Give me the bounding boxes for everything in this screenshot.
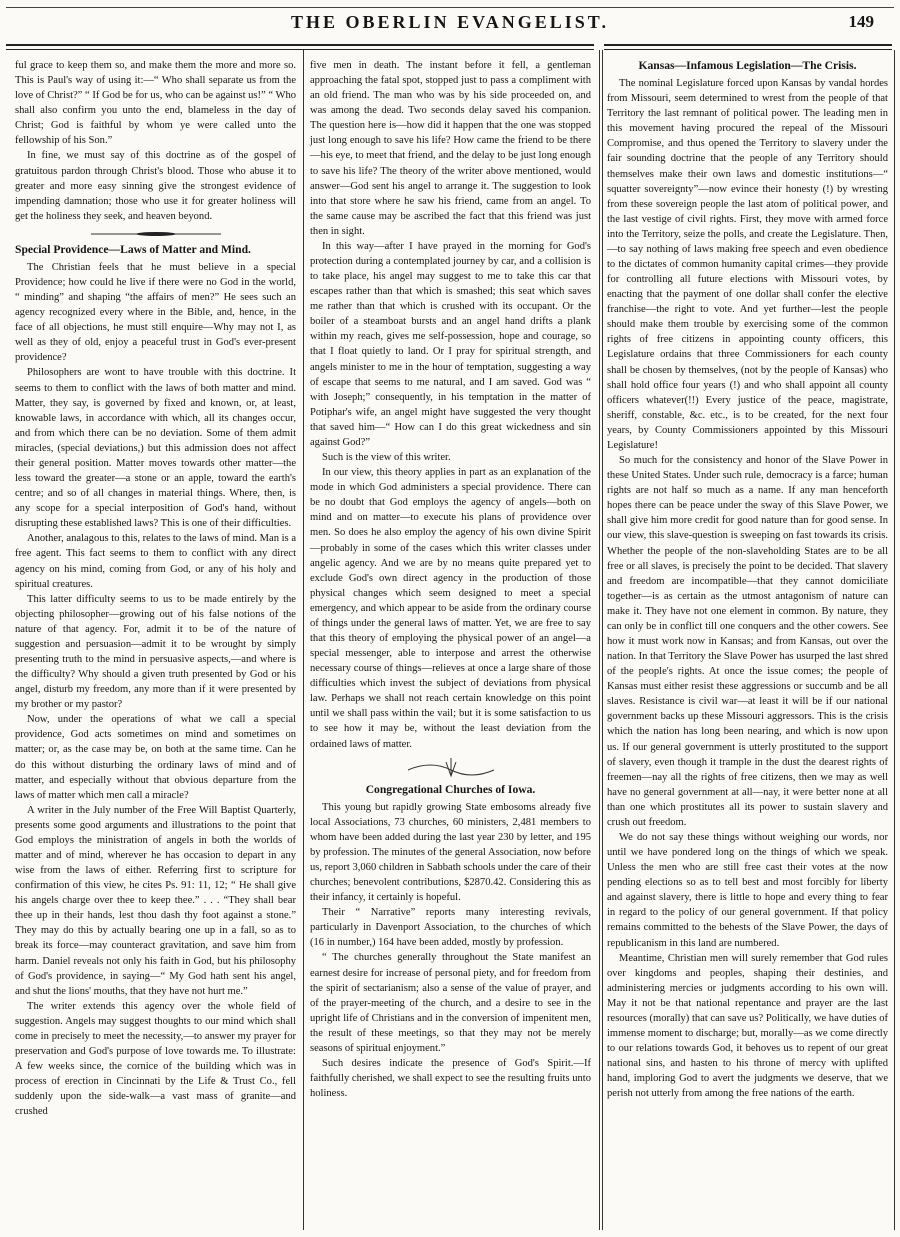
left-paragraph-7: Now, under the operations of what we call a special providence, God acts sometimes on mind and sometimes on matter; or, as the case may be, on both at the same time. Can he do this without disturbing the ordinary laws of mind and of matter, and especially without that obvious departure from the laws of matter which men call a miracle? (15, 714, 296, 801)
middle-paragraph-5: This young but rapidly growing State embosoms already five local Associations, 73 churches, 60 ministers, 2,481 members to whom have been added during the last year 230 by letter, and 195 by profession. The minutes of the general Association, now before us, report 3,060 children in Sabbath schools under the care of their churches; benevolent contributions, $2870.42. Considering this as their infancy, it certainly is hopeful. (310, 801, 591, 904)
header-rule-left (6, 44, 594, 50)
middle-paragraph-3: Such is the view of this writer. (322, 452, 451, 464)
flourish-ornament (406, 756, 496, 778)
column-divider-2b (602, 50, 603, 1230)
left-paragraph-9: The writer extends this agency over the whole field of suggestion. Angels may suggest thoughts to our mind which shall come in precisely to meet the necessity,—to answer my prayer for preservation and God's purpose of love towards me. To illustrate: A few weeks since, the cornice of the building which was in process of erection in Cincinnati by the Life & Trust Co., fell suddenly upon the side-walk—a vast mass of granite—and crushed (15, 1000, 296, 1118)
left-paragraph-3: The Christian feels that he must believe in a special Providence; how could he live if there were no God in the world, “ minding” and shaping “the affairs of men?” He sees such an agency recognized every where in the Bible, and, hence, in the face of all objections, he must still enquire—Why may not I, as well as they of old, enjoy a peaceful trust in God's ever-present providence? (15, 261, 296, 364)
left-paragraph-8: A writer in the July number of the Free Will Baptist Quarterly, presents some good arguments and illustrations to the point that God employs the ministration of angels in both the worlds of matter and of mind, wherever he has occasion to depart in any wise from the laws of either. Referring first to scripture for confirmation of this view, he cites Ps. 91: 11, 12; “ He shall give his angels charge over thee to keep thee.” . . . “They shall bear thee up in their hands, lest thou dash thy foot against a stone.” They may do this by actually bearing one up in a fall, so as to break its force—may counteract gravitation, and save him from harm. Daniel reveals not only his faith in God, but his philosophy of God's providence, in saying—“ My God hath sent his angel, and shut the lions' mouths, that they have not hurt me.” (15, 804, 296, 997)
left-column (15, 58, 296, 1119)
right-border (894, 50, 895, 1230)
middle-paragraph-7: “ The churches generally throughout the State manifest an earnest desire for increase of personal piety, and for freedom from the spirit of sectarianism; also a sense of the value of prayer, and of the prayer-meeting of the church, and a desire to see in the upright life of Christians and in the conversion of impenitent men, the result of these meetings, so that they may not be merely seasons of spiritual enjoyment.” (310, 952, 591, 1054)
right-column (607, 54, 888, 1101)
left-paragraph-2: In fine, we must say of this doctrine as of the gospel of gratuitous pardon through Christ's blood. Those who abuse it to greater and more easy sinning give the strongest evidence of impending damnation; those who use it for greater holiness will get the holiness they seek, and heaven beyond. (15, 150, 296, 222)
right-paragraph-4: Meantime, Christian men will surely remember that God rules over kingdoms and peoples, shaping their destinies, and administering mercies or judgments according to his own will. May it not be that national repentance and prayer are the last resources (morally) that can save us? Politically, we have duties of immense moment to discharge; but, morally—as we come directly to our relations towards God, it behoves us to repent of our great national sins, and hasten to his throne of mercy with uplifted hand, imploring God to avert the judgments we deserve, that we perish not utterly from among the free nations of the earth. (607, 952, 888, 1100)
middle-paragraph-6: Their “ Narrative” reports many interesting revivals, particularly in Davenport Association, to the churches of which (16 in number,) 164 have been added, mostly by profession. (310, 907, 591, 949)
column-divider-2a (599, 50, 600, 1230)
middle-paragraph-1: five men in death. The instant before it fell, a gentleman approaching the fatal spot, stopped just to pass a compliment with an old friend. The man who was by his side proceeded on, and was among the dead. Two seconds delay saved his companion. The question here is—how did it happen that the one was stopped just long enough to save his life? How came the friend to be there—his eye, to meet that friend, and the delay to be just long enough to save his life? The theory of the writer above mentioned, would answer—God sent his angel to arrange it. The suggestion to look into that store where he saw his friend, came from an angel. To the same cause may be ascribed the fact that this friend was just then in sight. (310, 60, 591, 237)
heading-kansas: Kansas—Infamous Legislation—The Crisis. (638, 59, 857, 72)
header-rule-right (604, 44, 892, 50)
right-paragraph-1: The nominal Legislature forced upon Kansas by vandal hordes from Missouri, seem determined to wrest from the people of that Territory the last remnant of political power. The leading men in this movement having procured the repeal of the Missouri Compromise, and thus opened the Territory to slavery under the fair sounding doctrine that the people of any Territory should themselves make their own laws and domestic institutions—“ squatter sovereignty”—now evince their honesty (!) by wresting from these sovereign people the last atom of political power, and the last vestige of civil rights. First, they move with armed force into the Territory, seize the polls, and create the Legislature. Then, —to say nothing of laws making free speech and even obedience to the dictates of common humanity capital crimes—they provide for controlling all future elections with Missouri votes, by enacting that the payment of one dollar shall confer the elective franchise—the right to vote. And yet further—lest the people should make them trouble by exercising some of the common rights of free citizens in appointing county officers, this Legislature ordains that three Commissioners for each county shall be chosen by themselves, (not by the people of Kansas) who shall hold office four years (!) and who shall appoint all county officers whatever(!!) Every justice of the peace, magistrate, sheriff, constable, &c. etc., is to be created, for the next four years, by County Commissioners appointed by this Missouri Legislature! (607, 78, 888, 451)
masthead (0, 10, 900, 40)
newspaper-title: THE OBERLIN EVANGELIST. (291, 12, 609, 32)
left-paragraph-4: Philosophers are wont to have trouble with this doctrine. It seems to them to conflict with the laws of both matter and mind. Matter, they say, is governed by fixed and known, or, at least, knowable laws, in accordance with which, all its changes occur, and from which there can be no deviation. Some of them admit miracles, (special deviations,) but this admission does not affect their general position. Matter moves towards other matter—the less toward the greater—a stone or an apple, toward the earth's centre; and so of all changes in material things. Where, then, is any scope for a special interposition of God's hand, without disrupting these established laws? This is one of their difficulties. (15, 367, 296, 530)
middle-paragraph-8: Such desires indicate the presence of God's Spirit.—If faithfully cherished, we shall expect to see the resulting fruits unto holiness. (310, 1058, 591, 1100)
heading-special-providence: Special Providence—Laws of Matter and Mind. (15, 242, 251, 256)
middle-paragraph-2: In this way—after I have prayed in the morning for God's protection during a contemplated journey by car, and a collision is to take place, his angel may suggest to me to take this car that escapes rather than that which is smashed; this seat which saves me rather than that which is crushed with its occupant. Or the boiler of a steamboat bursts and an angel hand drifts a plank within my reach, gives me self-possession, hope and courage, so that I float quietly to land. Or I pray for spiritual strength, and angels minister to me in the hour of temptation, suggesting a way of escape that seems to me natural, and I am saved. God was “ with Joseph;” consequently, in his temptation in the matter of Potiphar's wife, an angel might have suggested the very thought that saved him—“ How can I do this great wickedness and sin against God?” (310, 240, 591, 448)
right-paragraph-3: We do not say these things without weighing our words, nor until we have pondered long on the things of which we speak. Unless the men who are still free cast their votes at the now pending elections so as to tell best and most forcibly for liberty and against slavery, there is little to hope and every thing to fear in regard to the policy of our general government. If that policy remains committed to the behests of the Slave Power, the days of republicanism in this land are numbered. (607, 831, 888, 949)
left-paragraph-6: This latter difficulty seems to us to be made entirely by the objecting philosopher—growing out of his false notions of the nature of that agency. For, admit it to be of the nature of suggestion and persuasion—admit it to be wrought by simply presenting truth to the mind in persuasive aspects,—and where is the difficulty? Why should a given truth presented by God or his angel, disturb my freedom, any more than if it were presented by my brother or my pastor? (15, 593, 296, 711)
left-paragraph-1: ful grace to keep them so, and make them the more and more so. This is Paul's way of using it:—“ Who shall separate us from the love of Christ?” “ If God be for us, who can be against us!” “ Who shall also confirm you unto the end, blameless in the day of Christ; God is faithful by whom ye were called unto the fellowship of his Son.” (15, 60, 296, 147)
middle-paragraph-4: In our view, this theory applies in part as an explanation of the mode in which God administers a special providence. There can be no doubt that God employs the agency of angels—both on mind and on matter—to execute his plans of providence over men. So does he also employ the agency of his own divine Spirit—probably in some of the cases which this writer classes under angelic agency. And we are by no means quite prepared yet to exclude God's own direct agency in the production of those physical changes which seem designed to meet a special emergency, and which appear to be aside from the ordinary course of things under the general laws of matter. Yet, we are free to say that this theory of employing the physical power of an angel—a special messenger, able to interpose and arrest the otherwise necessary course of things—relieves at once a large share of those difficulties which invest the subject of deviations from physical law. Perhaps we shall not reach certain knowledge on this point until we shall pass within the vail; but it is some satisfaction to us to see how it may be, without the least deviation from the ordained laws of matter. (310, 467, 591, 750)
column-divider-1 (303, 50, 304, 1230)
page-number: 149 (848, 12, 874, 31)
top-border-rule (6, 7, 894, 8)
heading-congregational-churches: Congregational Churches of Iowa. (365, 782, 536, 796)
right-paragraph-2: So much for the consistency and honor of the Slave Power in these United States. Under such rule, democracy is a farce; human rights are not half so much as a name. If any man henceforth hopes there can be peace under the sway of this Slave Power, we shall give him more credit for good nature than for good sense. In our view, this slave-question is sweeping on fast towards its crisis. Whether the people of the non-slaveholding States are to be all free or all slaves, is precisely the point to be decided. That slavery and freedom are incompatible—that they cannot domiciliate together—is as certain as the utmost antagonism of nature can make it. They have not one element in common. By nature, they can only be in conflict till one conquers and the other cowers. See how it must work now in Kansas; and from Kansas, out over the nation. In that Territory the Slave Power has usurped the last shred of the people's rights. At once the issue comes; the people of Kansas must either resist these aggressions or succumb and be all slaves. Resistance is civil war—at least it will be if our national government backs up these Missouri aggressors. This is the crisis which the nation has long been nearing, and which is now upon us. If our general government is utterly prostituted to the support of slavery, even though it trample in the dust the dearest rights of freemen—nay all the rights of free citizens, then we may as well have no general government at all—nay, it were better none at all than one which prostitutes all its power to sustain slavery and crush out freedom. (607, 455, 888, 828)
section-separator (91, 230, 221, 238)
left-paragraph-5: Another, analagous to this, relates to the laws of mind. Man is a free agent. This fact seems to them to conflict with any direct agency on his mind, coming from God, or any of his holy and spiritual creatures. (15, 533, 296, 590)
middle-column (310, 58, 591, 1101)
